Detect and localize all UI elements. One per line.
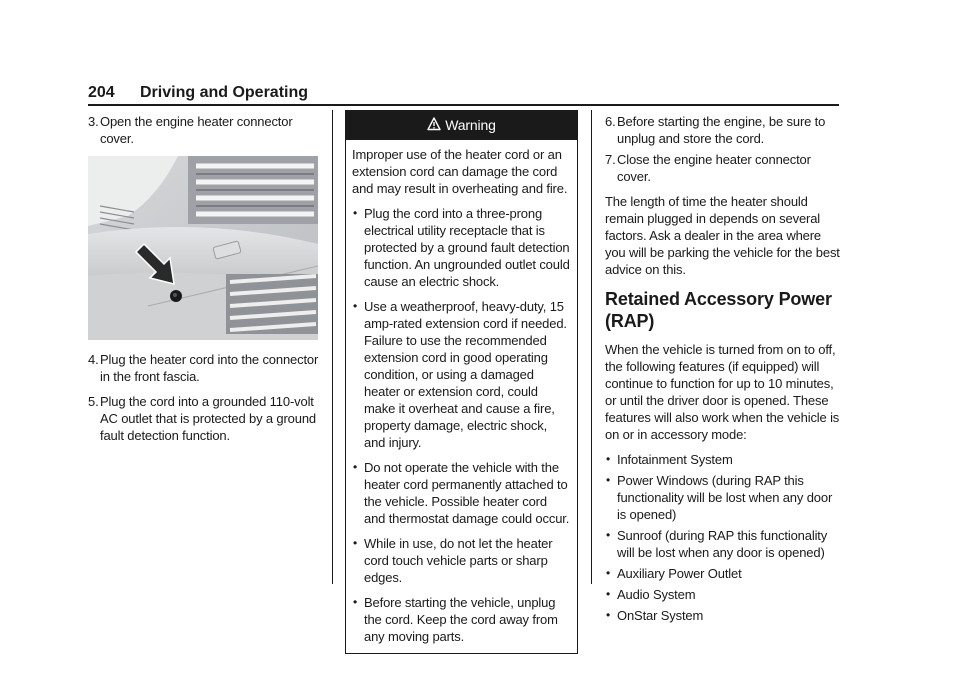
warning-bullet: • Do not operate the vehicle with the heater cord permanently attached to the vehicle. Possible heater cord and thermostat damage could occur. [353,460,570,526]
rap-feature-item: • Infotainment System [606,452,733,467]
rap-feature-item: • Audio System [606,587,696,602]
rap-paragraph: When the vehicle is turned from on to off, the following features (if equipped) will continue to function for up to 10 minutes, or until the driver door is opened. These features will also work when the vehicle is on or in accessory mode: [605,342,840,442]
warning-bullet: • While in use, do not let the heater cord touch vehicle parts or sharp edges. [353,536,553,585]
warning-icon [427,112,441,141]
warning-box [345,110,578,654]
step-3: 3.Open the engine heater connector cover. [88,114,293,146]
rap-feature-item: • OnStar System [606,608,704,623]
rap-feature-item: • Power Windows (during RAP this functionality will be lost when any door is opened) [606,473,833,522]
step-4: 4.Plug the heater cord into the connector in the front fascia. [88,352,319,384]
warning-bullet: • Plug the cord into a three-prong electrical utility receptacle that is protected by a ground fault detection function. An ungrounded outlet could cause an electric shock. [353,206,570,289]
warning-bullet: • Before starting the vehicle, unplug the cord. Keep the cord away from any moving parts. [353,595,558,644]
left-column [88,110,320,452]
rap-feature-item: • Sunroof (during RAP this functionality will be lost when any door is opened) [606,528,828,560]
warning-header [346,111,577,140]
middle-column [345,110,578,654]
right-column [605,110,841,628]
step-6: 6.Before starting the engine, be sure to unplug and store the cord. [605,114,826,146]
page-number: 204 [88,84,115,101]
warning-bullet: • Use a weatherproof, heavy-duty, 15 amp-rated extension cord if needed. Failure to use the recommended extension cord in good operating condition, or using a damaged heater or extension cord, could make it overheat and cause a fire, property damage, electric shock, and injury. [353,299,567,450]
heater-connector-photo [88,156,318,340]
warning-title: Warning [445,117,496,133]
warning-intro: Improper use of the heater cord or an extension cord can damage the cord and may result in overheating and fire. [352,147,568,196]
step-7: 7.Close the engine heater connector cover. [605,152,811,184]
heater-duration-paragraph: The length of time the heater should remain plugged in depends on several factors. Ask a dealer in the area where you will be parking the vehicle for the best advice on this. [605,194,840,277]
rap-feature-item: • Auxiliary Power Outlet [606,566,742,581]
header-divider [88,104,839,106]
column-divider-2 [591,110,592,584]
section-title: Driving and Operating [140,84,309,101]
truck-front-fascia-illustration [88,156,318,340]
column-divider-1 [332,110,333,584]
warning-body [346,140,577,653]
step-5: 5.Plug the cord into a grounded 110-volt AC outlet that is protected by a ground fault detection function. [88,394,317,443]
rap-heading: Retained Accessory Power (RAP) [605,289,832,331]
